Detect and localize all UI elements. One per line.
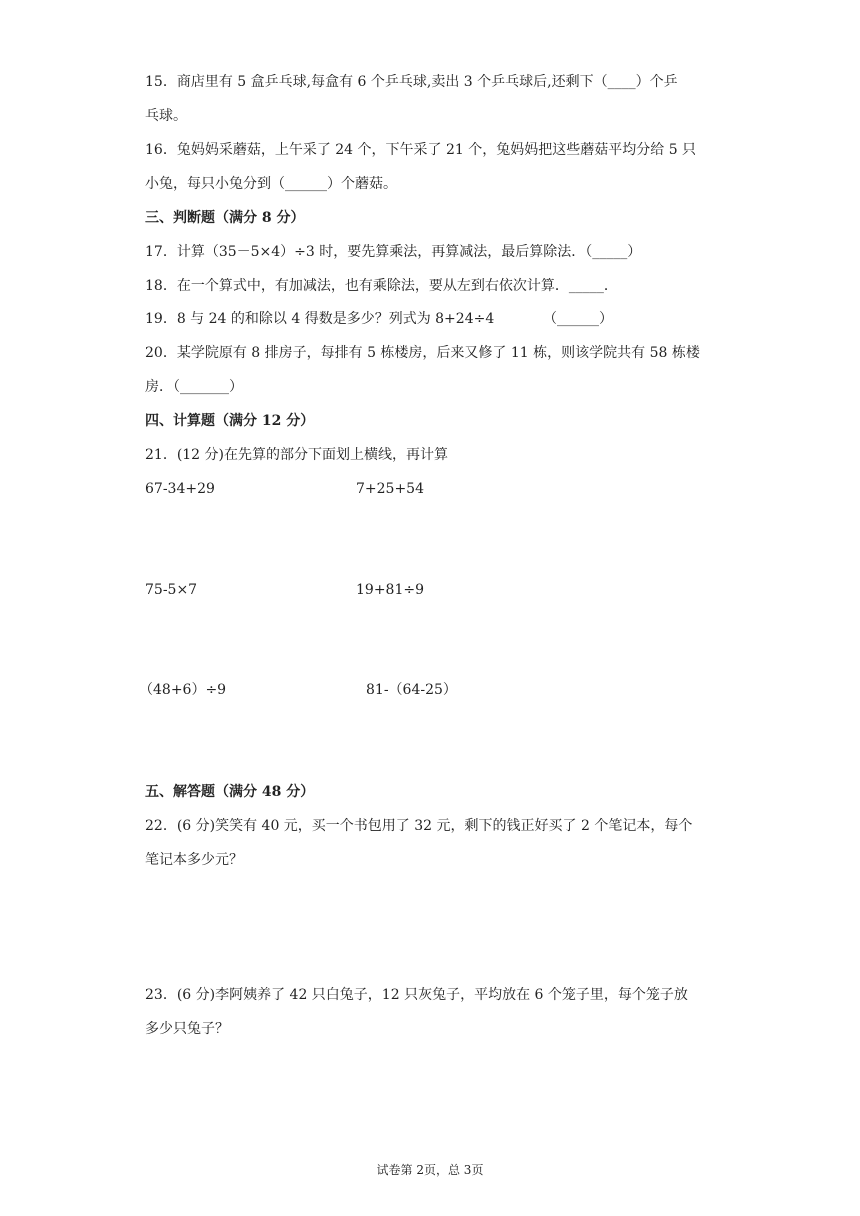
q21-text: 21．(12 分)在先算的部分下面划上横线，再计算 xyxy=(145,447,449,463)
expression: 67-34+29 xyxy=(145,481,215,497)
q18: 18．在一个算式中，有加减法，也有乘除法，要从左到右依次计算．_____． xyxy=(145,278,618,294)
q15-line1: 15．商店里有 5 盒乒乓球,每盒有 6 个乒乓球,卖出 3 个乒乓球后,还剩下（____）个乒 xyxy=(145,74,678,90)
q23-line1: 23．(6 分)李阿姨养了 42 只白兔子，12 只灰兔子，平均放在 6 个笼子里，每个笼子放 xyxy=(145,987,688,1003)
q20-line2: 房．（_______） xyxy=(145,379,243,395)
expression: 81-（64-25） xyxy=(366,682,457,698)
expression: 7+25+54 xyxy=(356,481,424,497)
section-5-heading: 五、解答题（满分 48 分） xyxy=(145,784,315,800)
q19-blank: （______） xyxy=(543,311,613,327)
q17: 17．计算（35－5×4）÷3 时，要先算乘法，再算减法，最后算除法．（_____） xyxy=(145,244,642,260)
q15-line2: 乓球。 xyxy=(145,108,187,124)
q19-text: 19．8 与 24 的和除以 4 得数是多少？列式为 8+24÷4 xyxy=(145,311,495,327)
expression: 19+81÷9 xyxy=(356,582,424,598)
q20-line1: 20．某学院原有 8 排房子，每排有 5 栋楼房，后来又修了 11 栋，则该学院共有 58 栋楼 xyxy=(145,345,700,361)
q23-line2: 多少只兔子？ xyxy=(145,1021,229,1037)
page-footer: 试卷第 2页，总 3页 xyxy=(376,1163,484,1177)
expression: （48+6）÷9 xyxy=(139,682,227,698)
q22-line1: 22．(6 分)笑笑有 40 元，买一个书包用了 32 元，剩下的钱正好买了 2 个笔记本，每个 xyxy=(145,818,693,834)
expression: 75-5×7 xyxy=(145,582,198,598)
section-3-heading: 三、判断题（满分 8 分） xyxy=(145,210,305,226)
q22-line2: 笔记本多少元？ xyxy=(145,852,243,868)
section-4-heading: 四、计算题（满分 12 分） xyxy=(145,413,315,429)
q16-line2: 小兔，每只小兔分到（______）个蘑菇。 xyxy=(145,176,397,192)
q16-line1: 16．兔妈妈采蘑菇，上午采了 24 个，下午采了 21 个，兔妈妈把这些蘑菇平均分给 5 只 xyxy=(145,142,697,158)
